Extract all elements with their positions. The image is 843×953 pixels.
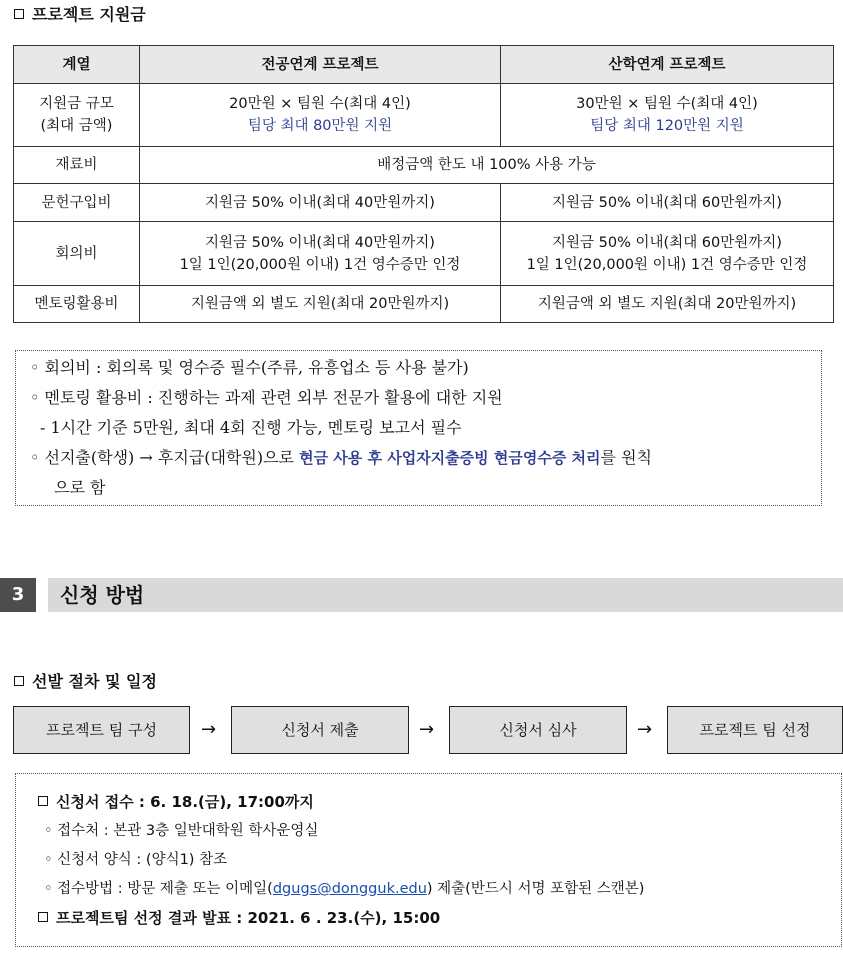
meeting-major-line1: 지원금 50% 이내(최대 40만원까지) — [205, 234, 435, 251]
mentoring-industry-cell: 지원금액 외 별도 지원(최대 20만원까지) — [501, 286, 834, 323]
selection-heading — [14, 669, 157, 692]
checkbox-square-icon — [38, 796, 48, 806]
schedule-announcement-text: 프로젝트팀 선정 결과 발표 : 2021. 6 . 23.(수), 15:00 — [56, 909, 441, 927]
scale-industry-cell — [501, 84, 834, 147]
row-label-literature: 문헌구입비 — [14, 184, 140, 222]
scale-industry-line2: 팀당 최대 120만원 지원 — [590, 118, 744, 134]
note-payment-suffix: 를 원칙 — [600, 448, 652, 467]
table-row-scale — [14, 84, 834, 147]
meeting-major-cell — [140, 222, 501, 286]
table-row-meeting — [14, 222, 834, 286]
note-payment-emphasis: 현금 사용 후 사업자지출증빙 현금영수증 처리 — [299, 449, 601, 467]
step-application-review: 신청서 심사 — [449, 706, 627, 754]
scale-label-line2: (최대 금액) — [40, 118, 113, 134]
note-mentoring-detail: - 1시간 기준 5만원, 최대 4회 진행 가능, 멘토링 보고서 필수 — [40, 418, 462, 437]
schedule-announcement — [38, 904, 841, 933]
support-fund-table — [13, 45, 834, 323]
checkbox-square-icon — [14, 676, 24, 686]
row-label-materials: 재료비 — [14, 147, 140, 184]
literature-major-cell: 지원금 50% 이내(최대 40만원까지) — [140, 184, 501, 222]
note-payment-prefix: ◦ 선지출(학생) → 후지급(대학원)으로 — [30, 448, 300, 467]
section-3-bar — [0, 578, 843, 612]
schedule-box — [15, 773, 842, 947]
project-support-heading — [14, 2, 146, 25]
meeting-major-line2: 1일 1인(20,000원 이내) 1건 영수증만 인정 — [179, 256, 461, 273]
email-link[interactable]: dgugs@dongguk.edu — [272, 881, 427, 897]
scale-industry-line1: 30만원 × 팀원 수(최대 4인) — [576, 96, 758, 112]
scale-major-cell — [140, 84, 501, 147]
header-industry-project: 산학연계 프로젝트 — [501, 46, 834, 84]
arrow-right-icon: → — [637, 719, 653, 740]
schedule-method-suffix: ) 제출(반드시 서명 포함된 스캔본) — [426, 881, 645, 897]
row-label-scale — [14, 84, 140, 147]
scale-major-line1: 20만원 × 팀원 수(최대 4인) — [229, 96, 411, 112]
schedule-place: ◦ 접수처 : 본관 3층 일반대학원 학사운영실 — [44, 823, 319, 839]
note-meeting: ◦ 회의비 : 회의록 및 영수증 필수(주류, 유흥업소 등 사용 불가) — [30, 358, 469, 377]
step-application-submit: 신청서 제출 — [231, 706, 409, 754]
checkbox-square-icon — [14, 9, 24, 19]
schedule-method — [38, 875, 841, 904]
table-row-materials — [14, 147, 834, 184]
note-payment-line2: 으로 함 — [54, 478, 106, 497]
scale-major-line2: 팀당 최대 80만원 지원 — [247, 118, 393, 134]
meeting-industry-line2: 1일 1인(20,000원 이내) 1건 영수증만 인정 — [526, 256, 808, 273]
selection-process-flow — [0, 706, 843, 754]
schedule-receipt-text: 신청서 접수 : 6. 18.(금), 17:00까지 — [56, 793, 314, 811]
meeting-industry-cell — [501, 222, 834, 286]
row-label-meeting: 회의비 — [14, 222, 140, 286]
header-major-project: 전공연계 프로젝트 — [140, 46, 501, 84]
header-category: 계열 — [14, 46, 140, 84]
table-row-mentoring — [14, 286, 834, 323]
section-number: 3 — [0, 578, 36, 612]
schedule-receipt — [38, 788, 841, 817]
section-title: 신청 방법 — [48, 578, 843, 612]
arrow-right-icon: → — [419, 719, 435, 740]
table-row-literature — [14, 184, 834, 222]
materials-value-cell: 배정금액 한도 내 100% 사용 가능 — [140, 147, 834, 184]
note-mentoring: ◦ 멘토링 활용비 : 진행하는 과제 관련 외부 전문가 활용에 대한 지원 — [30, 388, 503, 407]
table-header-row — [14, 46, 834, 84]
schedule-form: ◦ 신청서 양식 : (양식1) 참조 — [44, 852, 228, 868]
support-notes-box — [15, 350, 822, 506]
row-label-mentoring: 멘토링활용비 — [14, 286, 140, 323]
checkbox-square-icon — [38, 912, 48, 922]
note-payment — [30, 443, 811, 473]
step-team-selection: 프로젝트 팀 선정 — [667, 706, 843, 754]
mentoring-major-cell: 지원금액 외 별도 지원(최대 20만원까지) — [140, 286, 501, 323]
meeting-industry-line1: 지원금 50% 이내(최대 60만원까지) — [552, 234, 782, 251]
project-support-heading-text: 프로젝트 지원금 — [32, 5, 146, 24]
scale-label-line1: 지원금 규모 — [39, 96, 114, 112]
literature-industry-cell: 지원금 50% 이내(최대 60만원까지) — [501, 184, 834, 222]
step-team-formation: 프로젝트 팀 구성 — [13, 706, 190, 754]
schedule-method-prefix: ◦ 접수방법 : 방문 제출 또는 이메일( — [44, 881, 273, 897]
arrow-right-icon: → — [201, 719, 217, 740]
selection-heading-text: 선발 절차 및 일정 — [32, 672, 157, 691]
